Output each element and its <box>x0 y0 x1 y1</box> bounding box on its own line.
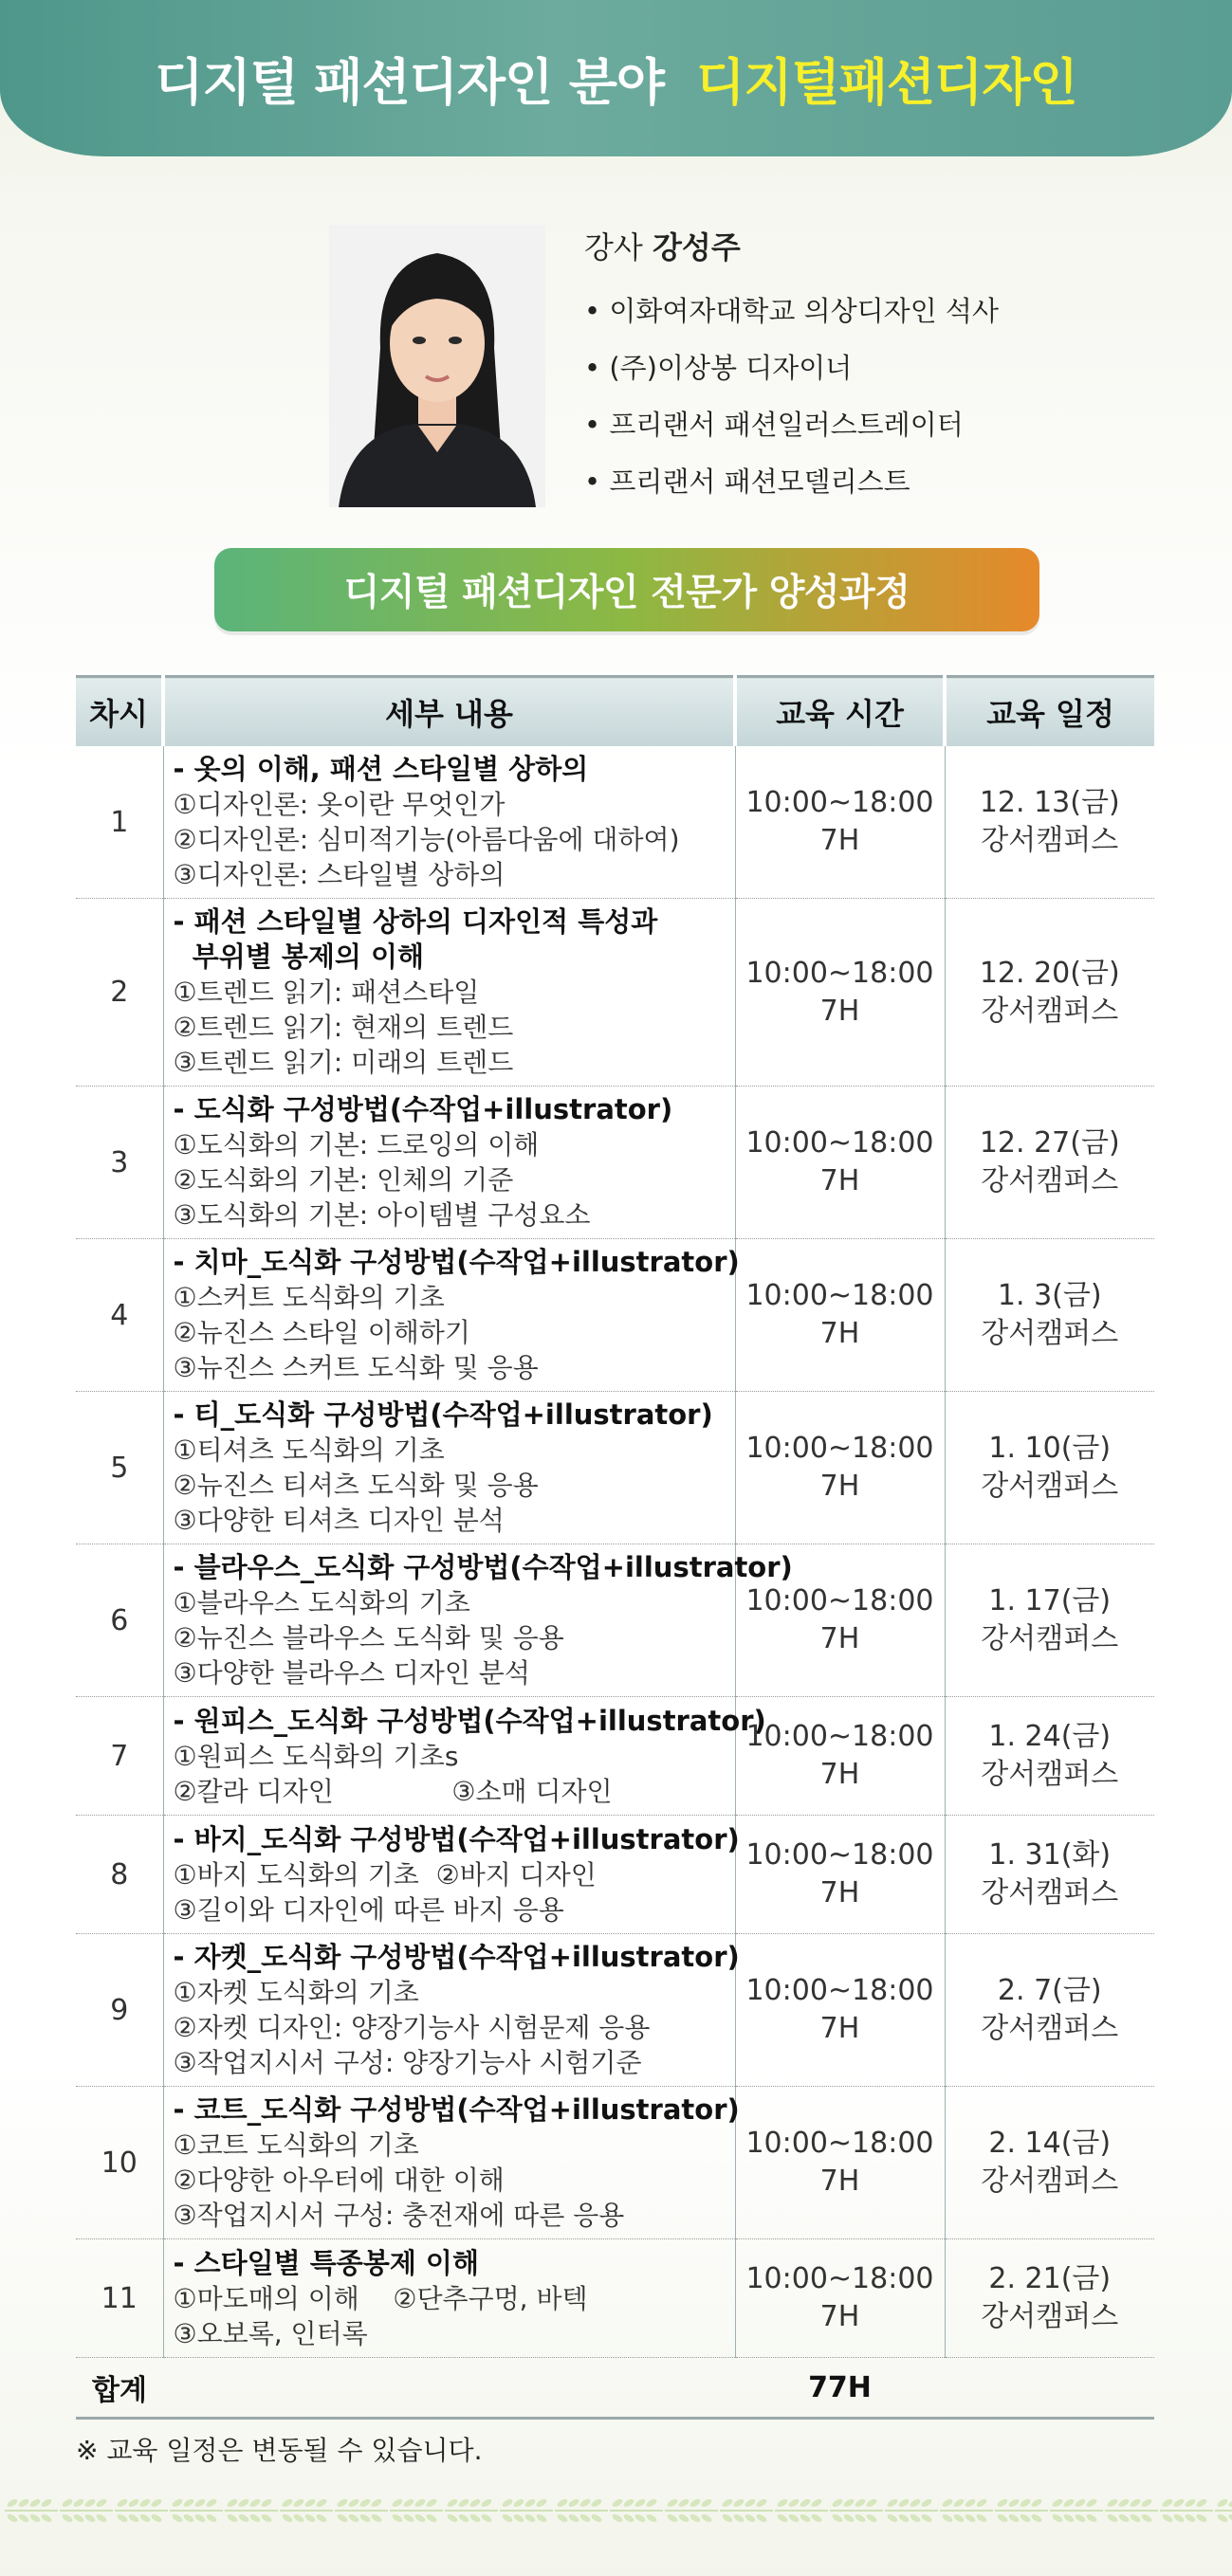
time-range: 10:00~18:00 <box>745 1584 934 1617</box>
detail-item: ①티셔츠 도식화의 기초 <box>173 1434 445 1466</box>
time-range: 10:00~18:00 <box>745 1720 934 1753</box>
detail-item: ②뉴진스 스타일 이해하기 <box>173 1317 470 1348</box>
date-value: 1. 10(금) <box>988 1432 1112 1465</box>
session-number: 10 <box>76 2087 163 2239</box>
detail-title: - 스타일별 특종봉제 이해 <box>173 2246 479 2279</box>
detail-item: ①스커트 도식화의 기초 <box>173 1282 445 1313</box>
detail-cell <box>163 2087 740 2239</box>
date-value: 2. 14(금) <box>988 2127 1112 2160</box>
detail-item: ②칼라 디자인 ③소매 디자인 <box>173 1775 613 1807</box>
time-cell <box>735 1087 945 1239</box>
campus-value: 강서캠퍼스 <box>981 994 1119 1028</box>
laurel-leaf-group <box>390 2497 443 2523</box>
table-row <box>76 1544 1154 1697</box>
campus-value: 강서캠퍼스 <box>981 1622 1119 1655</box>
time-range: 10:00~18:00 <box>745 786 934 819</box>
time-cell <box>735 1934 945 2087</box>
time-cell <box>735 1392 945 1544</box>
laurel-leaf-group <box>995 2497 1048 2523</box>
laurel-leaf-group <box>280 2497 333 2523</box>
detail-cell <box>163 899 735 1087</box>
detail-item: ③다양한 티셔츠 디자인 분석 <box>173 1505 505 1536</box>
time-hours: 7H <box>819 1470 860 1503</box>
detail-item: ①바지 도식화의 기초 ②바지 디자인 <box>173 1858 597 1891</box>
detail-item: ③다양한 블라우스 디자인 분석 <box>173 1657 530 1689</box>
date-cell <box>945 1392 1154 1544</box>
laurel-leaf-group <box>60 2497 113 2523</box>
time-cell <box>735 1697 945 1816</box>
laurel-leaf-group <box>225 2497 278 2523</box>
time-hours: 7H <box>819 824 860 857</box>
date-cell <box>945 2087 1154 2239</box>
detail-title: - 치마_도식화 구성방법(수작업+illustrator) <box>173 1246 740 1278</box>
session-number: 11 <box>76 2239 163 2358</box>
detail-item: ①자켓 도식화의 기초 <box>173 1977 419 2008</box>
detail-cell <box>163 1239 740 1392</box>
detail-item: ①코트 도식화의 기초 <box>173 2129 419 2161</box>
date-cell <box>945 1697 1154 1816</box>
laurel-leaf-group <box>885 2497 938 2523</box>
time-range: 10:00~18:00 <box>745 1432 934 1465</box>
laurel-leaf-group <box>665 2497 718 2523</box>
detail-item: ①도식화의 기본: 드로잉의 이해 <box>173 1129 540 1160</box>
detail-title: - 자켓_도식화 구성방법(수작업+illustrator) <box>173 1941 740 1973</box>
course-banner: 디지털 패션디자인 전문가 양성과정 <box>214 548 1039 631</box>
time-range: 10:00~18:00 <box>745 2262 934 2295</box>
laurel-leaf-group <box>775 2497 828 2523</box>
time-range: 10:00~18:00 <box>745 1279 934 1312</box>
table-header-row <box>76 677 1154 747</box>
course-title: 디지털패션디자인 <box>696 53 1077 112</box>
detail-cell <box>163 1816 740 1934</box>
laurel-leaf-group <box>1215 2497 1232 2523</box>
detail-item: ②트렌드 읽기: 현재의 트렌드 <box>173 1012 514 1043</box>
detail-item: ①마도매의 이해 ②단추구멍, 바텍 <box>173 2282 588 2314</box>
campus-value: 강서캠퍼스 <box>981 2165 1119 2198</box>
table-row <box>76 2239 1154 2358</box>
credential-item: • 프리랜서 패션모델리스트 <box>584 466 910 498</box>
detail-title: - 바지_도식화 구성방법(수작업+illustrator) <box>173 1822 740 1855</box>
laurel-leaf-group <box>555 2497 608 2523</box>
detail-item: ③작업지시서 구성: 양장기능사 시험기준 <box>173 2047 642 2078</box>
detail-item: ②도식화의 기본: 인체의 기준 <box>173 1164 514 1196</box>
table-row <box>76 1392 1154 1544</box>
time-cell <box>735 746 945 899</box>
time-hours: 7H <box>819 2300 860 2333</box>
table-row <box>76 2087 1154 2239</box>
detail-title: - 패션 스타일별 상하의 디자인적 특성과 부위별 봉제의 이해 <box>173 905 658 973</box>
category-title: 디지털 패션디자인 분야 <box>155 53 665 112</box>
campus-value: 강서캠퍼스 <box>981 824 1119 857</box>
laurel-leaf-group <box>1105 2497 1158 2523</box>
header-detail: 세부 내용 <box>163 677 735 747</box>
schedule-note: ※ 교육 일정은 변동될 수 있습니다. <box>76 2435 483 2466</box>
campus-value: 강서캠퍼스 <box>981 1758 1119 1791</box>
time-hours: 7H <box>819 1317 860 1350</box>
credential-item: • 이화여자대학교 의상디자인 석사 <box>584 295 999 327</box>
date-cell <box>945 1816 1154 1934</box>
laurel-leaf-group <box>830 2497 883 2523</box>
detail-title: - 코트_도식화 구성방법(수작업+illustrator) <box>173 2093 740 2126</box>
laurel-leaf-group <box>1160 2497 1213 2523</box>
date-cell <box>945 899 1154 1087</box>
laurel-leaf-group <box>1050 2497 1103 2523</box>
table-row <box>76 899 1154 1087</box>
laurel-leaf-group <box>5 2497 58 2523</box>
detail-item: ②다양한 아우터에 대한 이해 <box>173 2165 505 2196</box>
detail-title: - 원피스_도식화 구성방법(수작업+illustrator) <box>173 1704 766 1737</box>
time-range: 10:00~18:00 <box>745 1974 934 2007</box>
detail-item: ③오보록, 인터록 <box>173 2317 368 2349</box>
detail-cell <box>163 1087 735 1239</box>
detail-item: ②뉴진스 티셔츠 도식화 및 응용 <box>173 1470 539 1501</box>
header-date: 교육 일정 <box>945 677 1154 747</box>
session-number: 9 <box>76 1934 163 2087</box>
laurel-leaf-group <box>115 2497 168 2523</box>
time-range: 10:00~18:00 <box>745 1838 934 1872</box>
detail-cell <box>163 746 735 899</box>
time-hours: 7H <box>819 1622 860 1655</box>
session-number: 8 <box>76 1816 163 1934</box>
table-row <box>76 1697 1154 1816</box>
table-row <box>76 1816 1154 1934</box>
detail-cell <box>163 1544 793 1697</box>
campus-value: 강서캠퍼스 <box>981 1317 1119 1350</box>
session-number: 5 <box>76 1392 163 1544</box>
portrait-illustration <box>329 225 545 507</box>
campus-value: 강서캠퍼스 <box>981 1876 1119 1909</box>
detail-title: - 옷의 이해, 패션 스타일별 상하의 <box>173 753 589 785</box>
date-cell <box>945 2239 1154 2358</box>
table-row <box>76 1934 1154 2087</box>
detail-title: - 티_도식화 구성방법(수작업+illustrator) <box>173 1398 713 1431</box>
total-hours: 77H <box>735 2358 945 2419</box>
table-row <box>76 1087 1154 1239</box>
date-cell <box>945 746 1154 899</box>
date-value: 2. 21(금) <box>988 2262 1112 2295</box>
time-cell <box>735 1239 945 1392</box>
instructor-name: 강성주 <box>653 229 741 265</box>
time-cell <box>735 899 945 1087</box>
date-value: 1. 31(화) <box>988 1838 1112 1872</box>
detail-cell <box>163 1697 766 1816</box>
detail-item: ①디자인론: 옷이란 무엇인가 <box>173 789 506 820</box>
credential-item: • (주)이상봉 디자이너 <box>584 352 853 384</box>
time-range: 10:00~18:00 <box>745 956 934 990</box>
time-range: 10:00~18:00 <box>745 1126 934 1160</box>
time-hours: 7H <box>819 2165 860 2198</box>
detail-item: ②디자인론: 심미적기능(아름다움에 대하여) <box>173 824 680 855</box>
campus-value: 강서캠퍼스 <box>981 2300 1119 2333</box>
session-number: 6 <box>76 1544 163 1697</box>
date-value: 2. 7(금) <box>997 1974 1102 2007</box>
detail-title: - 도식화 구성방법(수작업+illustrator) <box>173 1093 673 1125</box>
detail-item: ③작업지시서 구성: 충전재에 따른 응용 <box>173 2200 625 2231</box>
time-cell <box>735 1816 945 1934</box>
session-number: 3 <box>76 1087 163 1239</box>
campus-value: 강서캠퍼스 <box>981 1470 1119 1503</box>
session-number: 1 <box>76 746 163 899</box>
detail-item: ②자켓 디자인: 양장기능사 시험문제 응용 <box>173 2012 651 2043</box>
date-value: 1. 24(금) <box>988 1720 1112 1753</box>
time-cell <box>735 2239 945 2358</box>
time-hours: 7H <box>819 1876 860 1909</box>
detail-item: ③트렌드 읽기: 미래의 트렌드 <box>173 1047 514 1078</box>
campus-value: 강서캠퍼스 <box>981 2012 1119 2045</box>
time-range: 10:00~18:00 <box>745 2127 934 2160</box>
laurel-leaf-group <box>335 2497 388 2523</box>
session-number: 2 <box>76 899 163 1087</box>
instructor-info <box>584 224 999 498</box>
laurel-leaf-group <box>500 2497 553 2523</box>
total-row <box>76 2358 1154 2419</box>
laurel-leaf-group <box>720 2497 773 2523</box>
detail-item: ③뉴진스 스커트 도식화 및 응용 <box>173 1352 539 1383</box>
credential-item: • 프리랜서 패션일러스트레이터 <box>584 409 964 441</box>
schedule-table <box>76 675 1154 2420</box>
session-number: 4 <box>76 1239 163 1392</box>
header-time: 교육 시간 <box>735 677 945 747</box>
detail-cell <box>163 1934 740 2087</box>
date-value: 1. 3(금) <box>997 1279 1102 1312</box>
detail-item: ①원피스 도식화의 기초s <box>173 1740 459 1772</box>
date-cell <box>945 1544 1154 1697</box>
time-cell <box>735 2087 945 2239</box>
table-row <box>76 1239 1154 1392</box>
date-value: 12. 13(금) <box>979 786 1120 819</box>
detail-item: ②뉴진스 블라우스 도식화 및 응용 <box>173 1622 564 1653</box>
laurel-leaf-group <box>940 2497 993 2523</box>
table-row <box>76 746 1154 899</box>
date-cell <box>945 1934 1154 2087</box>
laurel-leaf-group <box>610 2497 663 2523</box>
detail-item: ③길이와 디자인에 따른 바지 응용 <box>173 1893 564 1926</box>
header-session: 차시 <box>76 677 163 747</box>
laurel-leaf-group <box>170 2497 223 2523</box>
date-value: 12. 27(금) <box>979 1126 1120 1160</box>
detail-item: ①트렌드 읽기: 패션스타일 <box>173 977 480 1008</box>
detail-item: ①블라우스 도식화의 기초 <box>173 1587 470 1618</box>
date-cell <box>945 1239 1154 1392</box>
time-hours: 7H <box>819 994 860 1028</box>
total-label: 합계 <box>76 2358 163 2419</box>
detail-item: ③디자인론: 스타일별 상하의 <box>173 859 506 890</box>
time-hours: 7H <box>819 1164 860 1197</box>
laurel-leaf-group <box>445 2497 498 2523</box>
instructor-role: 강사 <box>584 229 643 265</box>
detail-title: - 블라우스_도식화 구성방법(수작업+illustrator) <box>173 1551 793 1583</box>
campus-value: 강서캠퍼스 <box>981 1164 1119 1197</box>
time-hours: 7H <box>819 2012 860 2045</box>
session-number: 7 <box>76 1697 163 1816</box>
date-value: 1. 17(금) <box>988 1584 1112 1617</box>
date-value: 12. 20(금) <box>979 956 1120 990</box>
instructor-heading <box>584 224 741 269</box>
detail-item: ③도식화의 기본: 아이템별 구성요소 <box>173 1199 591 1231</box>
time-hours: 7H <box>819 1758 860 1791</box>
detail-cell <box>163 1392 735 1544</box>
laurel-decoration <box>0 2482 1232 2539</box>
date-cell <box>945 1087 1154 1239</box>
detail-cell <box>163 2239 735 2358</box>
page-header <box>0 0 1232 156</box>
